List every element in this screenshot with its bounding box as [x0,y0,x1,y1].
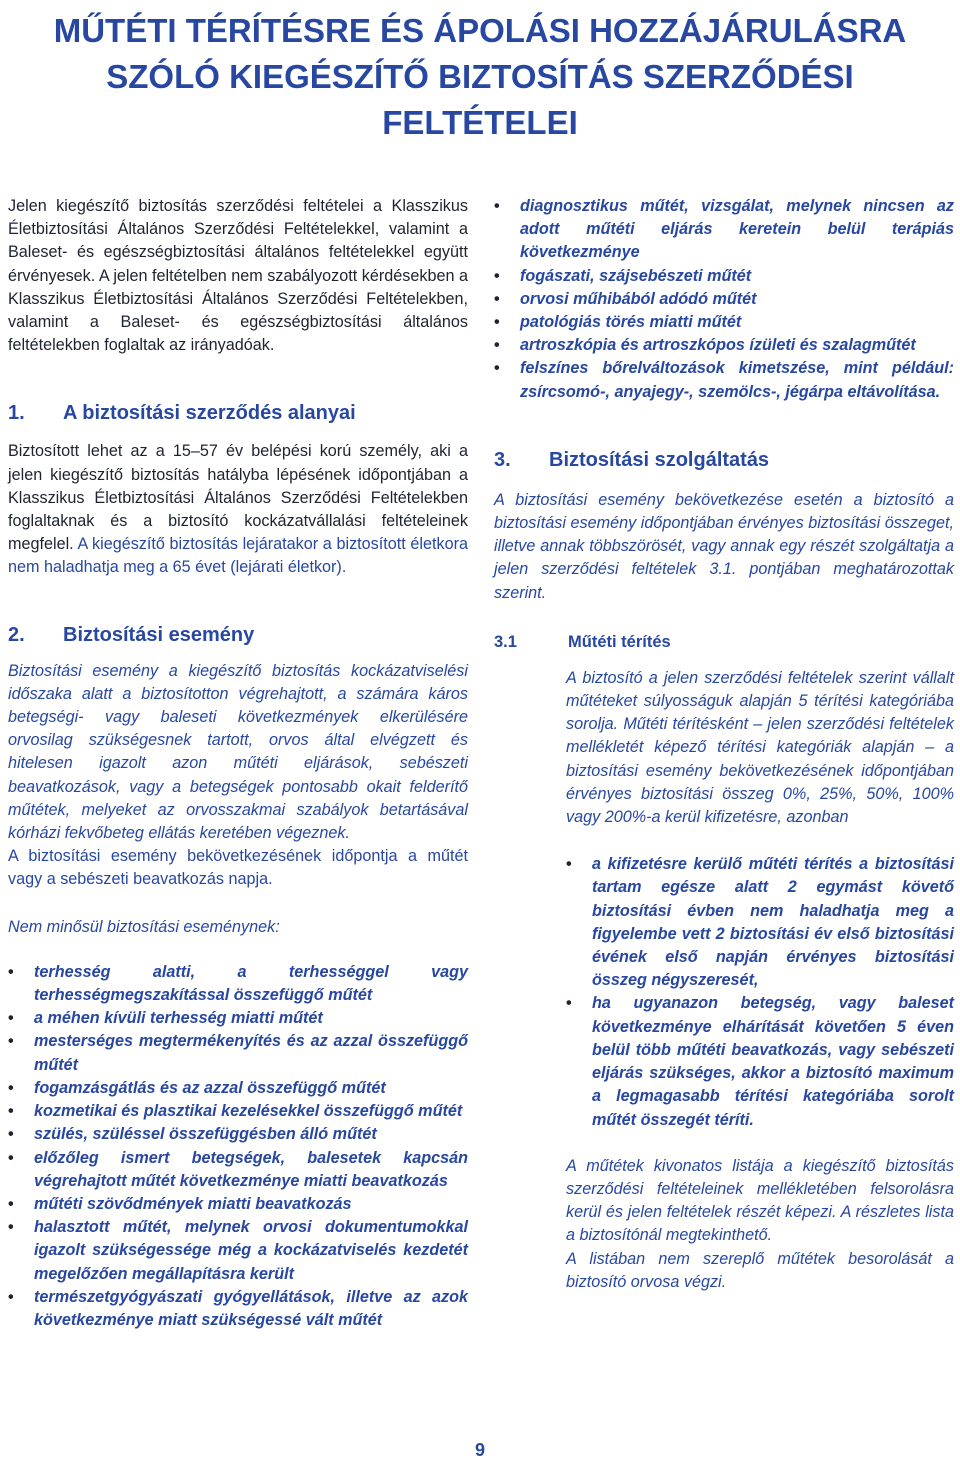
document-title [28,8,932,146]
exclusions-list [8,961,468,1332]
section-2-title: Biztosítási esemény [63,623,255,646]
exclusion-item: • műtéti szövődmények miatti beavatkozás [8,1193,468,1216]
section-3-1-closing-1: A műtétek kivonatos listája a kiegészítő biztosítás szerződési feltételeinek mellékletében felsorolásra kerül és jelen feltételek részét képezi. A részletes lista a biztosítónál megtekinthető. [566,1156,954,1245]
section-3-1-closing-2: A listában nem szereplő műtétek besorolását a biztosító orvosa végzi. [566,1249,954,1291]
exclusion-item: • mesterséges megtermékenyítés és az azzal összefüggő műtét [8,1030,468,1076]
exclusion-item: • kozmetikai és plasztikai kezelésekkel összefüggő műtét [8,1100,468,1123]
section-2-text-2: A biztosítási esemény bekövetkezésének időpontja a műtét vagy a sebészeti beavatkozás napja. [8,847,468,889]
title-line-1: MŰTÉTI TÉRÍTÉSRE ÉS ÁPOLÁSI HOZZÁJÁRULÁSRA [53,12,907,49]
section-1-text-1: Biztosított lehet az a 15–57 év belépési korú személy, aki a jelen kiegészítő biztosítás hatályba lépésének időpontjában a Klasszikus Életbiztosítási Általános Szerződési Feltételekben foglaltaknak és a biztosító kockázatvállalási feltételeinek megfelel. [8,442,468,554]
exclusion-item: • természetgyógyászati gyógyellátások, illetve az azok következménye miatt szükségessé vált műtét [8,1286,468,1332]
section-3-1-title: Műtéti térítés [568,632,671,651]
page-number: 9 [474,1440,485,1460]
section-1-heading [8,400,468,426]
section-3-1-heading [494,631,954,653]
exclusion-item: • artroszkópia és artroszkópos ízületi és szalagműtét [494,334,954,357]
section-2-number: 2. [8,623,25,646]
exclusion-item: • diagnosztikus műtét, vizsgálat, melynek nincsen az adott műtéti eljárás keretein belül terápiás következménye [494,195,954,265]
payment-limit-item: • ha ugyanazon betegség, vagy baleset következménye elhárítását követően 5 éven belül több műtéti beavatkozás, vagy sebészeti eljárás szükséges, akkor a biztosító maximum a legmagasabb térítési kategóriába sorolt műtét összegét téríti. [566,992,954,1131]
exclusions-title: Nem minősül biztosítási eseménynek: [8,917,280,936]
exclusion-item: • felszínes bőrelváltozások kimetszése, mint például: zsírcsomó-, anyajegy-, szemölcs-, jégárpa eltávolítása. [494,357,954,403]
title-line-3: FELTÉTELEI [382,104,578,141]
exclusion-item: • fogászati, szájsebészeti műtét [494,265,954,288]
section-1-title: A biztosítási szerződés alanyai [63,402,356,425]
section-1-number: 1. [8,402,25,425]
section-3-title: Biztosítási szolgáltatás [549,448,770,471]
exclusion-item: • terhesség alatti, a terhességgel vagy terhességmegszakítással összefüggő műtét [8,961,468,1007]
exclusion-item: • a méhen kívüli terhesség miatti műtét [8,1007,468,1030]
section-2-heading [8,622,468,648]
right-column [494,195,954,1294]
title-line-2: SZÓLÓ KIEGÉSZÍTŐ BIZTOSÍTÁS SZERZŐDÉSI [106,58,854,95]
exclusion-item: • előzőleg ismert betegségek, balesetek kapcsán végrehajtott műtét következménye miatti beavatkozás [8,1147,468,1193]
section-3-text: A biztosítási esemény bekövetkezése esetén a biztosító a biztosítási esemény időpontjában érvényes biztosítási összeget, illetve annak többszörösét, vagy annak egy részét szolgáltatja a jelen szerződési feltételek 3.1. pontjában meghatározottak szerint. [494,490,954,602]
section-3-heading [494,447,954,473]
exclusion-item: • orvosi műhibából adódó műtét [494,288,954,311]
section-3-1-number: 3.1 [494,632,517,651]
exclusion-item: • szülés, szüléssel összefüggésben álló műtét [8,1123,468,1146]
section-2-text-1: Biztosítási esemény a kiegészítő biztosítás kockázatviselési időszaka alatt a biztosítotton végrehajtott, a számára káros betegségi- vagy baleseti következmények elkerülésére orvosilag szükségesnek tartott, orvos által elvégzett és hitelesen igazolt azon műtéti eljárások, sebészeti beavatkozások, vagy a betegségek pontosabb okait felderítő műtétek, melyeket az orvosszakmai szabályok betartásával kórházi fekvőbeteg ellátás keretében végeznek. [8,661,468,843]
intro-paragraph: Jelen kiegészítő biztosítás szerződési feltételei a Klasszikus Életbiztosítási Általános Szerződési Feltételekkel, valamint a Baleset- és egészségbiztosítási általános feltételekkel együtt érvényesek. A jelen feltételben nem szabályozott kérdésekben a Klasszikus Életbiztosítási Általános Szerződési Feltételekben, valamint a Baleset- és egészségbiztosítási általános feltételekben foglaltak az irányadóak. [8,197,468,355]
section-3-1-text: A biztosító a jelen szerződési feltételek szerint vállalt műtéteket súlyosságuk alapján 5 térítési kategóriába sorolja. Műtéti térítésként – jelen szerződési feltételek mellékletét képező térítési kategóriák alapján – a biztosítási esemény bekövetkezésének időpontjában érvényes biztosítási összeg 0%, 25%, 50%, 100% vagy 200%-a kerül kifizetésre, azonban [566,668,954,827]
exclusion-item: • halasztott műtét, melynek orvosi dokumentumokkal igazolt szükségessége még a kockázatviselés kezdetét megelőzően megállapításra került [8,1216,468,1286]
section-3-1-body [566,667,954,1294]
exclusion-item: • fogamzásgátlás és az azzal összefüggő műtét [8,1077,468,1100]
exclusion-item: • patológiás törés miatti műtét [494,311,954,334]
left-column [8,195,468,1332]
payment-limit-item: • a kifizetésre kerülő műtéti térítés a biztosítási tartam egésze alatt 2 egymást követő biztosítási évben nem haladhatja meg a figyelembe vett 2 biztosítási év első biztosítási évének első napján érvényes biztosítási összeg négyszeresét, [566,853,954,992]
section-3-number: 3. [494,448,511,471]
section-1-text [8,440,468,579]
exclusions-list-continued [494,195,954,404]
section-1-text-2: A kiegészítő biztosítás lejáratakor a biztosított életkora nem haladhatja meg a 65 évet (lejárati életkor). [8,535,468,577]
section-3-1-bullets [566,853,954,1131]
